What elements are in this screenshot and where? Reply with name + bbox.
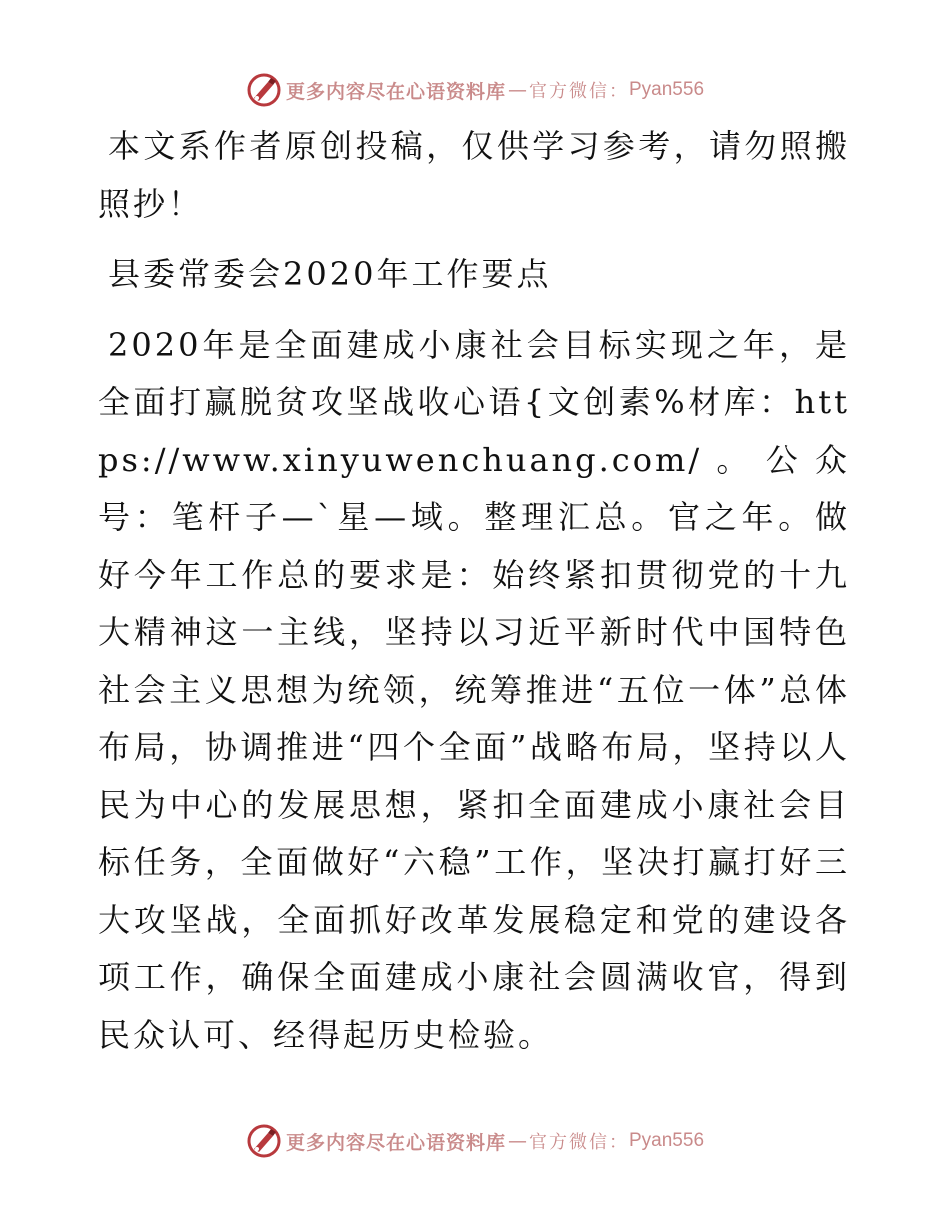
header-watermark-banner: [0, 70, 950, 110]
pen-logo-icon: [246, 1123, 282, 1159]
banner-official-label: 官方微信：: [529, 81, 629, 102]
banner-wechat-id: Pyan556: [629, 79, 705, 100]
banner-separator: —: [508, 79, 527, 101]
pen-logo-icon: [246, 72, 282, 108]
banner-official-label: 官方微信：: [529, 1132, 629, 1153]
copyright-notice: 本文系作者原创投稿，仅供学习参考，请勿照搬照抄！: [98, 127, 850, 223]
footer-watermark-banner: [0, 1121, 950, 1161]
banner-wechat-id: Pyan556: [629, 1130, 705, 1151]
document-title: 县委常委会2020年工作要点: [108, 255, 552, 293]
banner-brand-text: 更多内容尽在心语资料库: [285, 1131, 506, 1154]
body-paragraph: 2020年是全面建成小康社会目标实现之年，是全面打赢脱贫攻坚战收心语{文创素%材库：https://www.xinyuwenchuang.com/。公众号：笔杆子—`星—域。整理汇总。官之年。做好今年工作总的要求是：始终紧扣贯彻党的十九大精神这一主线，坚持以习近平新时代中国特色社会主义思想为统领，统筹推进“五位一体”总体布局，协调推进“四个全面”战略布局，坚持以人民为中心的发展思想，紧扣全面建成小康社会目标任务，全面做好“六稳”工作，坚决打赢打好三大攻坚战，全面抓好改革发展稳定和党的建设各项工作，确保全面建成小康社会圆满收官，得到民众认可、经得起历史检验。: [98, 325, 850, 1054]
banner-separator: —: [508, 1130, 527, 1152]
document-body: [98, 118, 850, 1064]
banner-brand-text: 更多内容尽在心语资料库: [285, 80, 506, 103]
